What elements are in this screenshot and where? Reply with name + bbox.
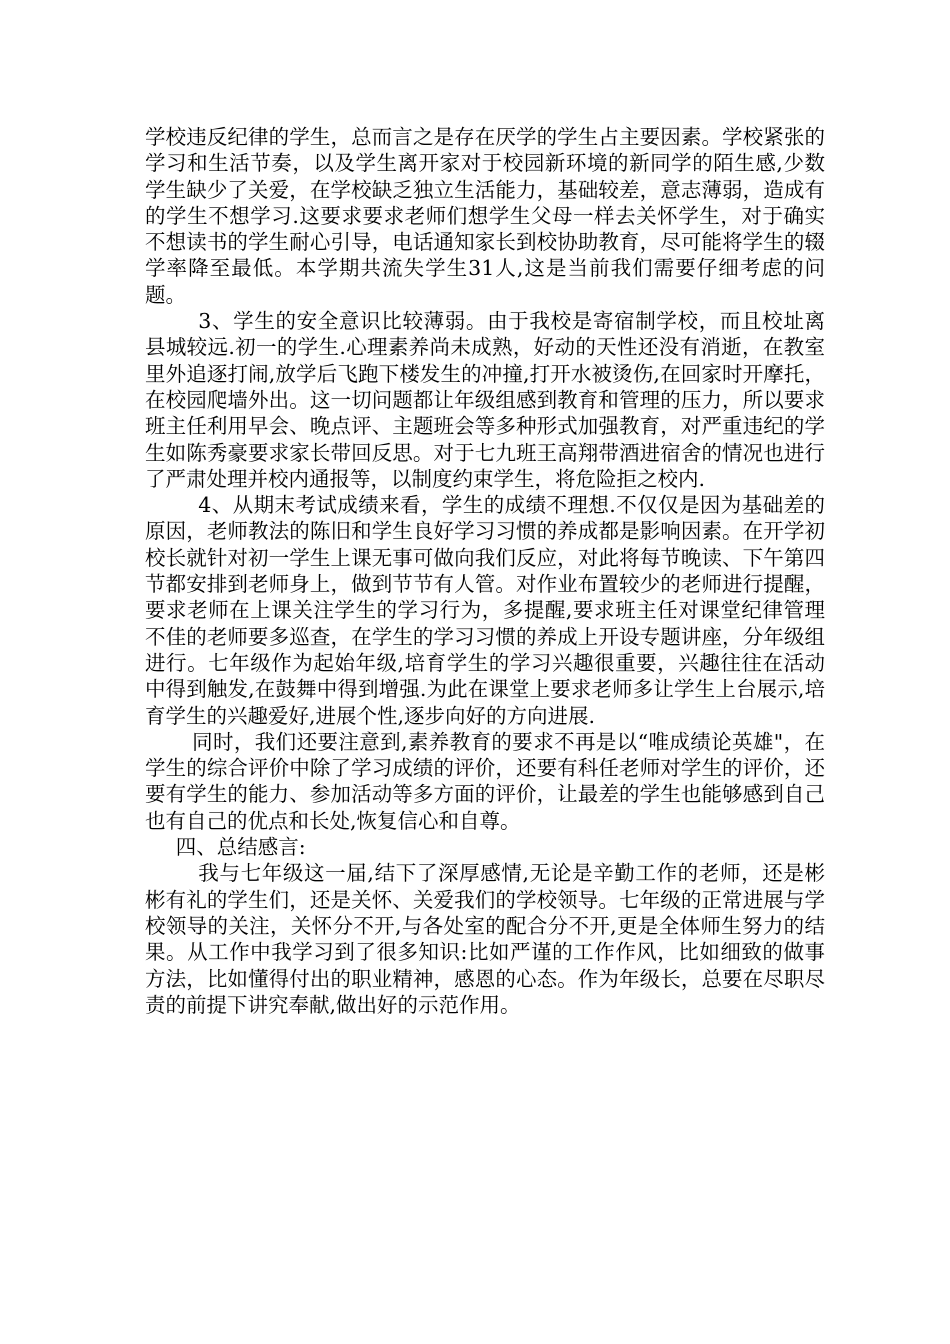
paragraph-dropout: 学校违反纪律的学生，总而言之是存在厌学的学生占主要因素。学校紧张的学习和生活节奏，以及学生离开家对于校园新环境的新同学的陌生感,少数学生缺少了关爱，在学校缺乏独立生活能力，基础较差，意志薄弱，造成有的学生不想学习.这要求要求老师们想学生父母一样去关怀学生，对于确实不想读书的学生耐心引导，电话通知家长到校协助教育，尽可能将学生的辍学率降至最低。本学期共流失学生31人,这是当前我们需要仔细考虑的问题。: [145, 125, 825, 307]
paragraph-exam-results: 4、从期末考试成绩来看，学生的成绩不理想.不仅仅是因为基础差的原因，老师教法的陈旧和学生良好学习习惯的养成都是影响因素。在开学初校长就针对初一学生上课无事可做向我们反应，对此将每节晚读、下午第四节都安排到老师身上，做到节节有人管。对作业布置较少的老师进行提醒，要求老师在上课关注学生的学习行为，多提醒,要求班主任对课堂纪律管理不佳的老师要多巡查，在学生的学习习惯的养成上开设专题讲座，分年级组进行。七年级作为起始年级,培育学生的学习兴趣很重要，兴趣往往在活动中得到触发,在鼓舞中得到增强.为此在课堂上要求老师多让学生上台展示,培育学生的兴趣爱好,进展个性,逐步向好的方向进展.: [145, 493, 825, 728]
paragraph-quality-education: 同时，我们还要注意到,素养教育的要求不再是以“唯成绩论英雄"，在学生的综合评价中除了学习成绩的评价，还要有科任老师对学生的评价，还要有学生的能力、参加活动等多方面的评价，让最差的学生也能够感到自己也有自己的优点和长处,恢复信心和自尊。: [145, 729, 825, 833]
paragraph-summary: 我与七年级这一届,结下了深厚感情,无论是辛勤工作的老师，还是彬彬有礼的学生们，还是关怀、关爱我们的学校领导。七年级的正常进展与学校领导的关注，关怀分不开,与各处室的配合分不开,更是全体师生努力的结果。从工作中我学习到了很多知识:比如严谨的工作作风，比如细致的做事方法，比如懂得付出的职业精神，感恩的心态。作为年级长，总要在尽职尽责的前提下讲究奉献,做出好的示范作用。: [145, 861, 825, 1017]
document-body: [145, 124, 825, 1018]
section-heading-summary: 四、总结感言:: [175, 835, 306, 860]
paragraph-safety: 3、学生的安全意识比较薄弱。由于我校是寄宿制学校，而且校址离县城较远.初一的学生.心理素养尚未成熟，好动的天性还没有消逝，在教室里外追逐打闹,放学后飞跑下楼发生的冲撞,打开水被烫伤,在回家时开摩托，在校园爬墙外出。这一切问题都让年级组感到教育和管理的压力，所以要求班主任利用早会、晚点评、主题班会等多种形式加强教育，对严重违纪的学生如陈秀豪要求家长带回反思。对于七九班王高翔带酒进宿舍的情况也进行了严肃处理并校内通报等，以制度约束学生，将危险拒之校内.: [145, 309, 825, 491]
